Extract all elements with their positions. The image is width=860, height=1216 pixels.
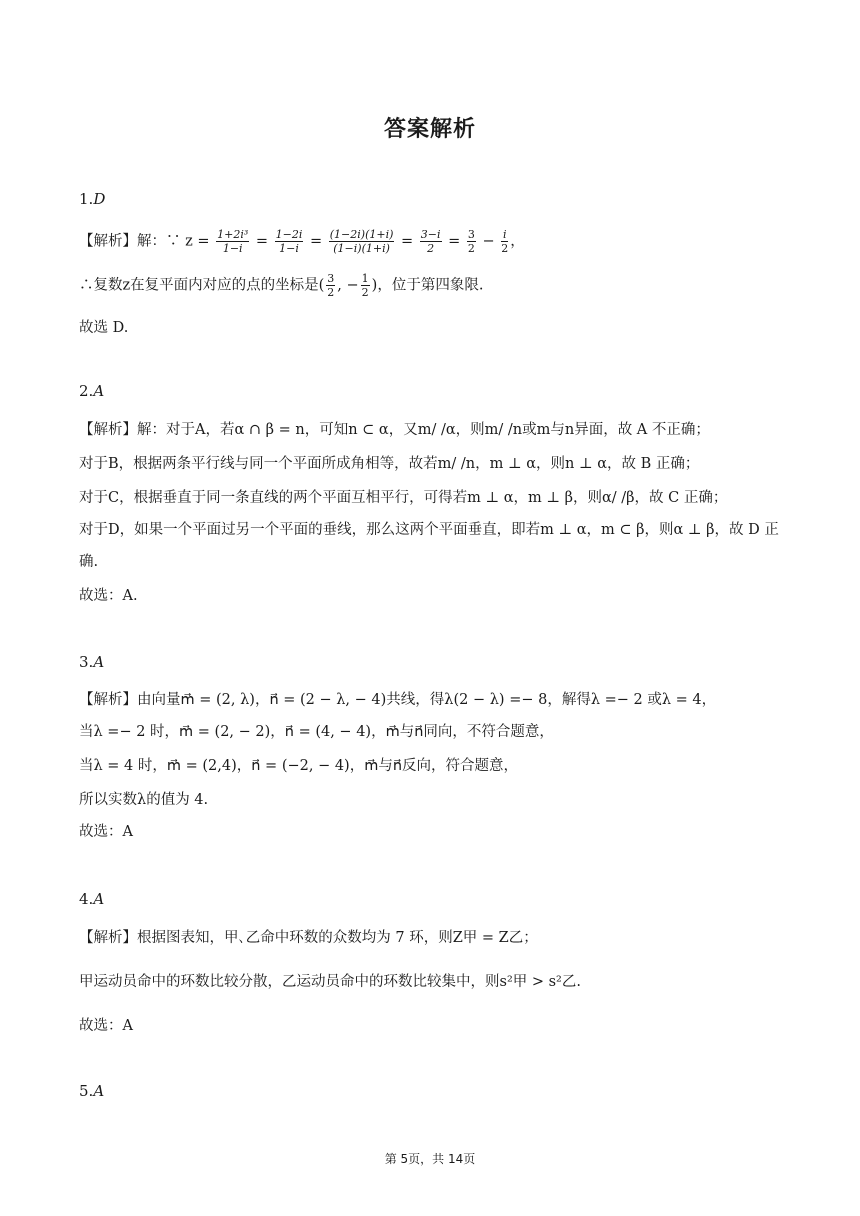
fraction <box>329 228 395 255</box>
fraction-denominator: 2 <box>501 242 509 255</box>
fraction-denominator: 1−i <box>279 242 299 255</box>
fraction-numerator: i <box>503 228 507 241</box>
question-answer: A <box>93 382 105 400</box>
fraction-denominator: 2 <box>427 242 435 255</box>
solution-text: , − <box>337 277 359 294</box>
solution-text: ∴复数z在复平面内对应的点的坐标是( <box>79 277 325 294</box>
q4-solution-line-1: 【解析】根据图表知，甲､乙命中环数的众数均为 7 环，则Z甲 = Z乙； <box>79 930 538 946</box>
fraction-numerator: 1+2i³ <box>217 228 249 241</box>
question-5-number <box>79 1082 104 1100</box>
fraction <box>501 228 508 255</box>
q3-conclusion: 故选：A <box>79 824 133 840</box>
q2-solution-line-4: 对于D，如果一个平面过另一个平面的垂线，那么这两个平面垂直，即若m ⊥ α，m ⊂ β，则α ⊥ β，故 D 正 <box>79 522 779 538</box>
fraction-denominator: (1−i)(1+i) <box>333 242 390 255</box>
q4-solution-line-2: 甲运动员命中的环数比较分散，乙运动员命中的环数比较集中，则s²甲 > s²乙. <box>79 974 581 990</box>
question-answer: A <box>93 653 105 671</box>
q2-solution-line-1: 【解析】解：对于A，若α ∩ β = n，可知n ⊂ α，又m/ /α，则m/ /n或m与n异面，故 A 不正确； <box>79 422 710 438</box>
fraction-denominator: 1−i <box>222 242 243 255</box>
fraction <box>326 272 335 299</box>
fraction-denominator: 2 <box>467 242 475 255</box>
q2-solution-line-5: 确. <box>79 554 99 570</box>
solution-text: )，位于第四象限. <box>371 277 484 294</box>
solution-text: 【解析】解：∵ z = <box>79 233 215 250</box>
question-number-label: 3. <box>79 653 94 671</box>
q3-solution-line-1: 【解析】由向量m⃗ = (2, λ)，n⃗ = (2 − λ, − 4)共线，得λ(2 − λ) =− 8，解得λ =− 2 或λ = 4， <box>79 692 717 708</box>
question-number-label: 5. <box>79 1082 94 1100</box>
q4-conclusion: 故选：A <box>79 1018 133 1034</box>
q2-solution-line-2: 对于B，根据两条平行线与同一个平面所成角相等，故若m/ /n，m ⊥ α，则n ⊥ α，故 B 正确； <box>79 456 700 472</box>
q1-solution-line-1: 【解析】解：∵ z = $\frac{\text{1+2i³}}{1-i}$ = $\frac{1-2i}{1-i}$ = $\frac{(1-2i)(1+i)}{(1-i)(1+i)}$ = $\frac{3-i}{2}$ = $\frac{3}{2}$ − $\frac{i}{2}$ ， <box>79 228 525 255</box>
fraction-numerator: 3−i <box>420 228 441 241</box>
fraction-denominator: 2 <box>361 286 369 299</box>
fraction <box>275 228 304 255</box>
q1-solution-line-2 <box>79 272 483 299</box>
question-4-number <box>79 890 104 908</box>
fraction-numerator: 1 <box>361 272 369 285</box>
question-answer: A <box>93 890 105 908</box>
fraction <box>216 228 249 255</box>
fraction-denominator: 2 <box>327 286 335 299</box>
q3-solution-line-3: 当λ = 4 时，m⃗ = (2,4)，n⃗ = (−2, − 4)，m⃗与n⃗反向，符合题意， <box>79 758 519 774</box>
question-answer: D <box>93 190 106 208</box>
question-number-label: 4. <box>79 890 94 908</box>
q1-conclusion: 故选 D. <box>79 320 129 336</box>
question-number-label: 2. <box>79 382 94 400</box>
fraction <box>361 272 370 299</box>
q2-solution-line-3: 对于C，根据垂直于同一条直线的两个平面互相平行，可得若m ⊥ α，m ⊥ β，则α/ /β，故 C 正确； <box>79 490 728 506</box>
q3-solution-line-2: 当λ =− 2 时，m⃗ = (2, − 2)，n⃗ = (4, − 4)，m⃗与n⃗同向，不符合题意， <box>79 724 554 740</box>
fraction-numerator: 1−2i <box>275 228 303 241</box>
fraction-numerator: 3 <box>327 272 335 285</box>
q2-conclusion: 故选：A. <box>79 588 138 604</box>
fraction <box>420 228 442 255</box>
page-footer: 第 5页，共 14页 <box>384 1152 476 1166</box>
question-answer: A <box>93 1082 105 1100</box>
fraction <box>467 228 476 255</box>
page-title: 答案解析 <box>383 117 476 142</box>
fraction-numerator: 3 <box>467 228 475 241</box>
question-number-label: 1. <box>79 190 94 208</box>
question-1-number <box>79 190 105 208</box>
question-3-number <box>79 653 104 671</box>
q3-solution-line-4: 所以实数λ的值为 4. <box>79 792 209 808</box>
question-2-number <box>79 382 104 400</box>
fraction-numerator: (1−2i)(1+i) <box>329 228 394 241</box>
